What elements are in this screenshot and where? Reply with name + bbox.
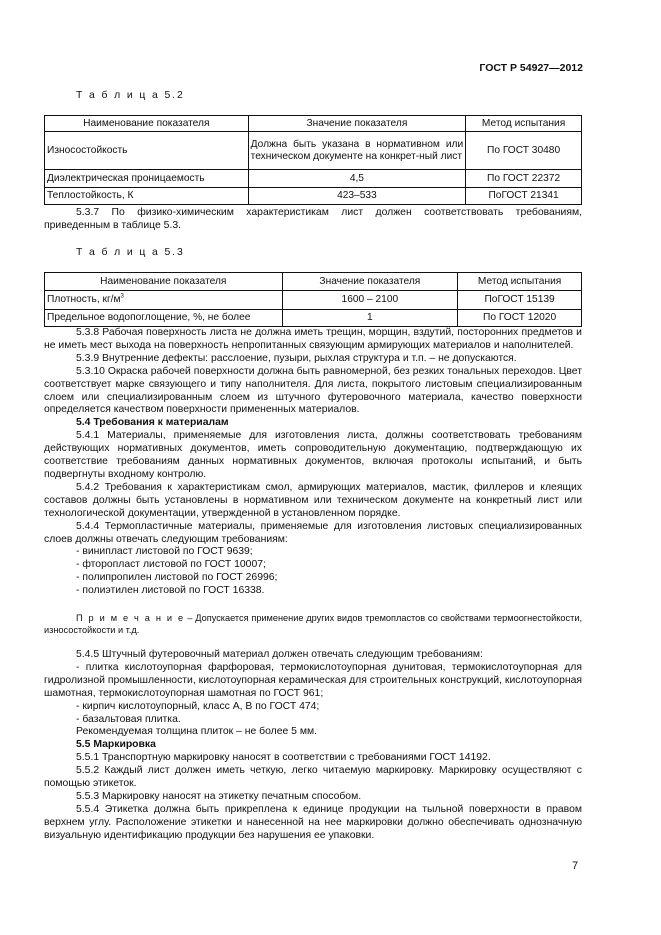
table-cell: ПоГОСТ 21341 (466, 188, 582, 205)
paragraph-5-5-3: 5.5.3 Маркировку наносят на этикетку печатным способом. (76, 791, 362, 802)
list-item: - полиэтилен листовой по ГОСТ 16338. (76, 585, 265, 597)
table-5-3-caption: Т а б л и ц а 5.3 (76, 247, 185, 258)
column-header: Значение показателя (248, 116, 466, 132)
paragraph-5-3-9: 5.3.9 Внутренние дефекты: расслоение, пузыри, рыхлая структура и т.п. – не допускаются. (76, 352, 517, 364)
page-number: 7 (572, 860, 579, 872)
paragraph-5-5-4: 5.5.4 Этикетка должна быть прикреплена к единице продукции на тыльной поверхности в правом верхнем углу. Расположение этикетки и нанесенной на нее маркировки должно обеспечивать однозначную визуальную идентификацию продукции без нарушения ее упаковки. (44, 803, 582, 841)
table-cell: 1 (282, 310, 458, 327)
note-label: П р и м е ч а н и е (76, 613, 185, 624)
list-item: - фторопласт листовой по ГОСТ 10007; (76, 559, 266, 571)
list-item: - кирпич кислотоупорный, класс А, В по ГОСТ 474; (76, 700, 320, 712)
paragraph-5-4-5: 5.4.5 Штучный футеровочный материал должен отвечать следующим требованиям: (76, 649, 483, 661)
table-cell: Износостойкость (45, 132, 249, 170)
table-row (45, 188, 582, 205)
list-item: - базальтовая плитка. (76, 713, 181, 725)
table-cell: 1600 – 2100 (282, 291, 458, 310)
paragraph-5-3-8: 5.3.8 Рабочая поверхность листа не должна иметь трещин, морщин, вздутий, посторонних предметов и не иметь мест выхода на поверхность непропитанных связующим армирующих материалов и наполнителей. (44, 327, 582, 351)
density-label: Плотность, кг/м (47, 294, 121, 306)
list-item: - полипропилен листовой по ГОСТ 26996; (76, 572, 278, 584)
table-row (45, 291, 582, 310)
column-header: Метод испытания (466, 116, 582, 132)
table-cell: По ГОСТ 30480 (466, 132, 582, 170)
table-cell (45, 291, 283, 310)
paragraph-5-4-4: 5.4.4 Термопластичные материалы, применяемые для изготовления листовых специализированных слоев должны отвечать следующим требованиям: (44, 520, 582, 545)
list-item: - винипласт листовой по ГОСТ 9639; (76, 546, 253, 558)
table-5-2 (44, 115, 582, 205)
main-text (44, 327, 582, 843)
table-header-row (45, 116, 582, 132)
note (44, 612, 582, 636)
paragraph-5-3-7: 5.3.7 По физико-химическим характеристикам лист должен соответствовать требованиям, приведенным в таблице 5.3. (44, 207, 582, 231)
recommendation-text: Рекомендуемая толщина плиток – не более 5 мм. (76, 726, 317, 738)
table-5-3 (44, 272, 582, 327)
column-header: Наименование показателя (45, 273, 283, 291)
table-cell: ПоГОСТ 15139 (458, 291, 582, 310)
note-text: – Допускается применение других видов тремопластов со свойствами термоогнестойкости, износостойкости и т.д. (44, 613, 583, 636)
column-header: Значение показателя (282, 273, 458, 291)
paragraph-5-3-7-block (44, 207, 582, 233)
section-5-5-heading: 5.5 Маркировка (76, 739, 156, 751)
superscript: 3 (120, 293, 124, 300)
table-cell: 4,5 (248, 170, 466, 188)
table-row (45, 170, 582, 188)
table-header-row (45, 273, 582, 291)
table-cell: Должна быть указана в нормативном или техническом документе на конкрет-ный лист (248, 132, 466, 170)
section-5-4-heading: 5.4 Требования к материалам (76, 417, 229, 429)
paragraph-5-5-2: 5.5.2 Каждый лист должен иметь четкую, легко читаемую маркировку. Маркировку осуществляют с помощью этикеток. (44, 765, 582, 790)
table-row (45, 132, 582, 170)
table-5-2-caption: Т а б л и ц а 5.2 (76, 90, 185, 101)
table-cell: По ГОСТ 22372 (466, 170, 582, 188)
table-cell: 423–533 (248, 188, 466, 205)
table-cell: По ГОСТ 12020 (458, 310, 582, 327)
paragraph-5-4-2: 5.4.2 Требования к характеристикам смол, армирующих материалов, мастик, филлеров и клеящих составов должны быть установлены в нормативном или техническом документе на конкретный лист или технологической документации, утвержденной в установленном порядке. (44, 481, 582, 519)
table-cell: Предельное водопоглощение, %, не более (45, 310, 283, 327)
table-row (45, 310, 582, 327)
column-header: Наименование показателя (45, 116, 249, 132)
list-item: - плитка кислотоупорная фарфоровая, термокислотоупорная дунитовая, термокислотоупорная для гидролизной промышленности, кислотоупорная керамическая для строительных конструкций, кислотоупорная шамотная, термокислотоупорная шамотная по ГОСТ 961; (44, 661, 582, 699)
document-header: ГОСТ Р 54927—2012 (479, 62, 583, 74)
paragraph-5-3-10: 5.3.10 Окраска рабочей поверхности должна быть равномерной, без резких тональных переходов. Цвет соответствует марке связующего и типу наполнителя. Для листа, покрытого листовым специализированным слоем или специализированным слоем из штучного футеровочного материала, качество поверхности определяется качеством поверхности примененных материалов. (44, 365, 582, 416)
column-header: Метод испытания (458, 273, 582, 291)
table-cell: Теплостойкость, К (45, 188, 249, 205)
paragraph-5-4-1: 5.4.1 Материалы, применяемые для изготовления листа, должны соответствовать требованиям действующих нормативных документов, иметь сопроводительную документацию, подтверждающую их соответствие требованиям данных нормативных документов, включая протоколы испытаний, и быть подвергнуты входному контролю. (44, 430, 582, 480)
paragraph-5-5-1: 5.5.1 Транспортную маркировку наносят в соответствии с требованиями ГОСТ 14192. (76, 752, 491, 764)
table-cell: Диэлектрическая проницаемость (45, 170, 249, 188)
